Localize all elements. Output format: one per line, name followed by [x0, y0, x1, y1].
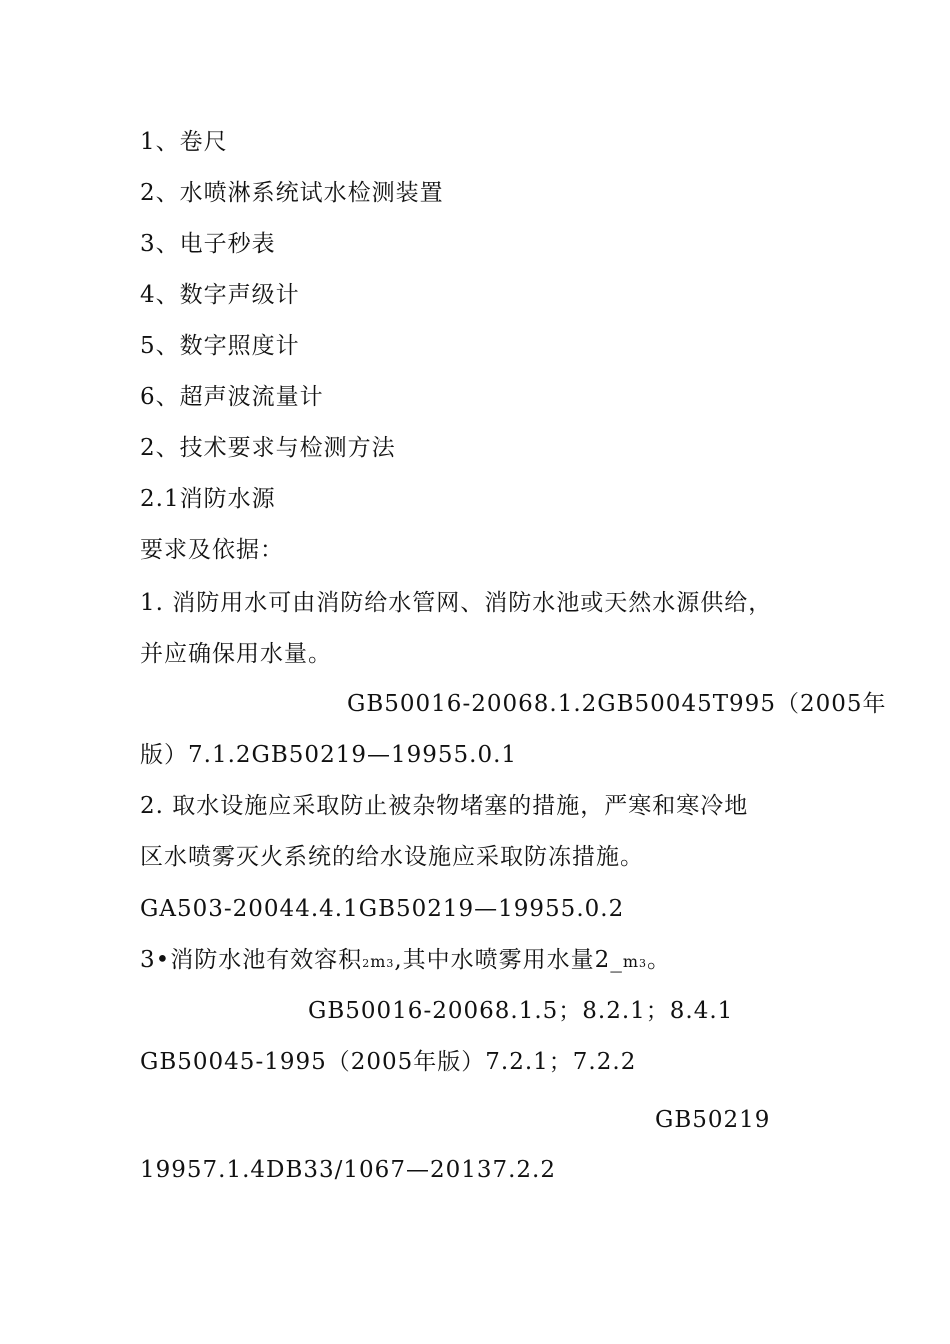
req1-text-line2: 并应确保用水量。 — [140, 641, 332, 667]
equipment-item-6: 6、超声波流量计 — [140, 384, 324, 410]
equipment-item-3: 3、电子秒表 — [140, 231, 276, 257]
equipment-item-1: 1、卷尺 — [140, 129, 228, 155]
req3-sub2: 3 — [386, 957, 395, 970]
req2-text-line1: 2. 取水设施应采取防止被杂物堵塞的措施，严寒和寒冷地 — [140, 793, 749, 819]
req3-ref-line2: GB50045-1995（2005年版）7.2.1；7.2.2 — [140, 1049, 637, 1075]
subsection-heading: 2.1消防水源 — [140, 486, 276, 512]
req1-ref-line2: 版）7.1.2GB50219—19955.0.1 — [140, 742, 518, 768]
req2-text-line2: 区水喷雾灭火系统的给水设施应采取防冻措施。 — [140, 844, 644, 870]
req3-prefix: 3•消防水池有效容积 — [140, 947, 363, 973]
req3-ref-line1: GB50016-20068.1.5；8.2.1；8.4.1 — [308, 998, 734, 1024]
equipment-item-4: 4、数字声级计 — [140, 282, 300, 308]
equipment-item-2: 2、水喷淋系统试水检测装置 — [140, 180, 444, 206]
req3-unit2: m — [622, 952, 639, 971]
req3-unit1: m — [370, 952, 387, 971]
req3-sub3: 3 — [639, 957, 647, 970]
req1-ref-line1: GB50016-20068.1.2GB50045T995（2005年 — [347, 691, 887, 717]
req3-ref-line3: GB50219 — [655, 1107, 771, 1133]
req3-middle: ,其中水喷雾用水量2_ — [394, 947, 623, 973]
req3-text — [140, 945, 671, 979]
req3-ref-line4: 19957.1.4DB33/1067—20137.2.2 — [140, 1157, 557, 1183]
req2-ref-line1: GA503-20044.4.1GB50219—19955.0.2 — [140, 896, 625, 922]
equipment-item-5: 5、数字照度计 — [140, 333, 300, 359]
requirements-label: 要求及依据： — [140, 537, 284, 563]
req1-text-line1: 1. 消防用水可由消防给水管网、消防水池或天然水源供给， — [140, 590, 773, 616]
req3-sub1: 2 — [362, 957, 371, 970]
section-heading: 2、技术要求与检测方法 — [140, 435, 396, 461]
req3-suffix: 。 — [647, 947, 671, 973]
